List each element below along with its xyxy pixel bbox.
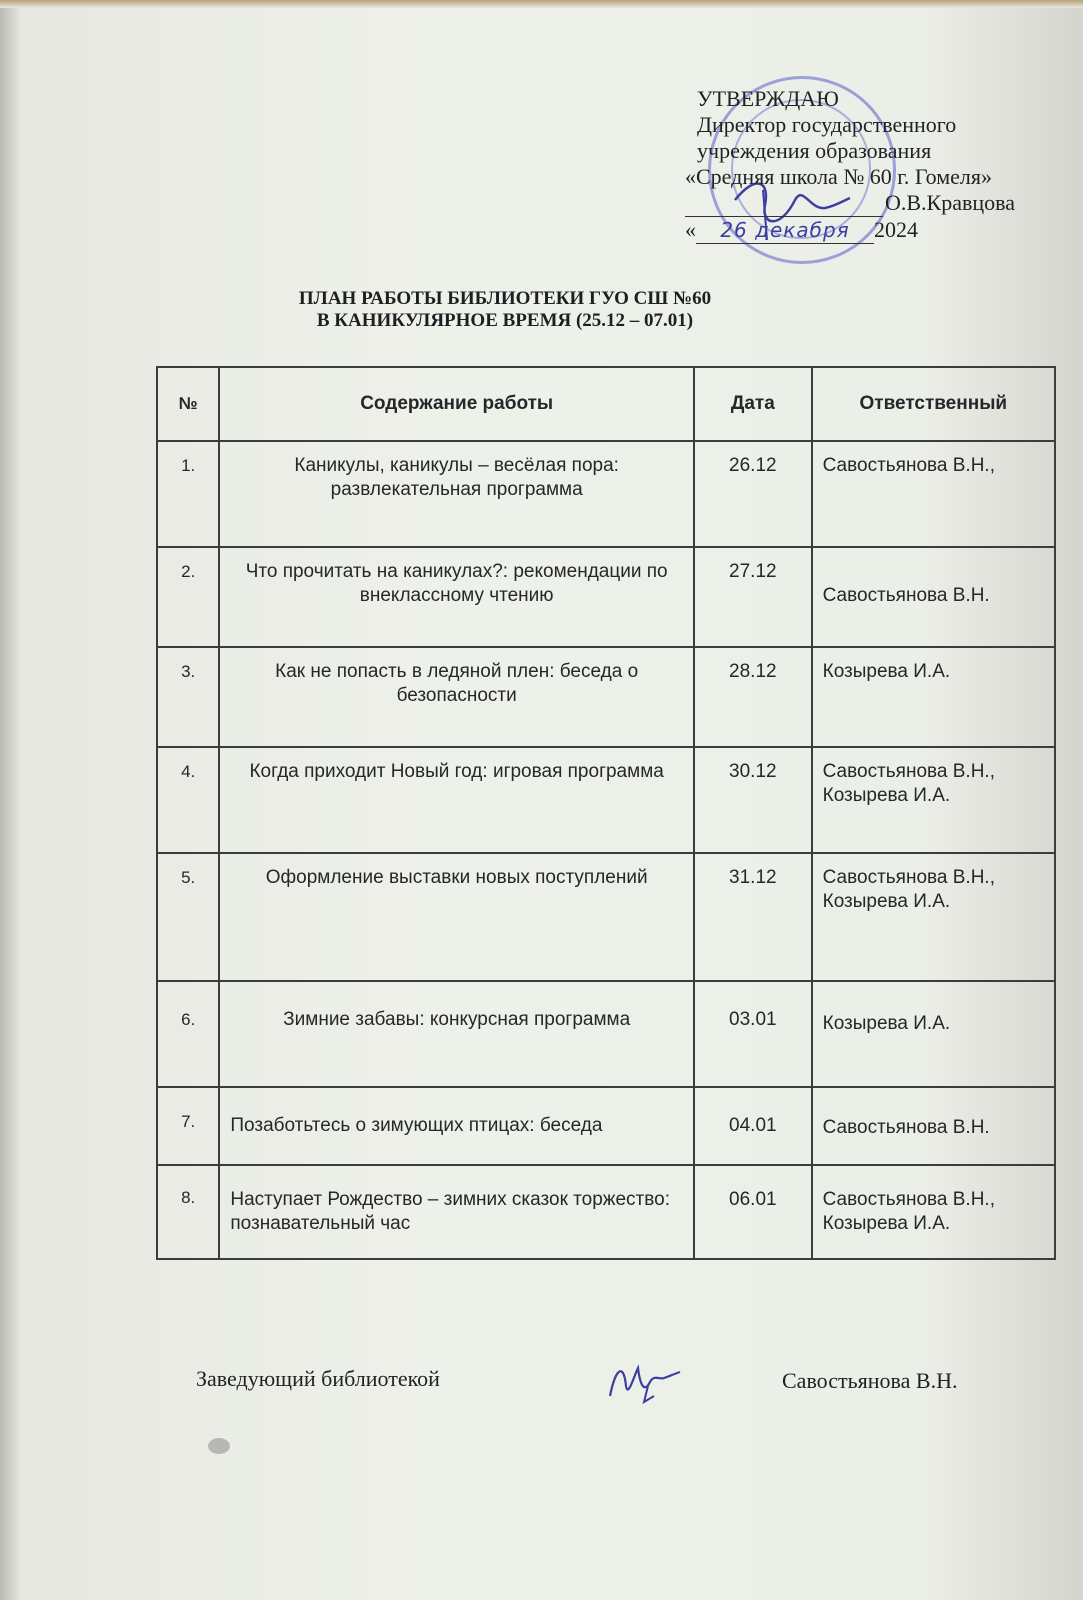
row-date: 27.12 xyxy=(694,547,812,647)
approval-signatory: О.В.Кравцова xyxy=(885,190,1016,215)
row-responsible xyxy=(812,747,1055,853)
row-responsible xyxy=(812,853,1055,981)
approval-line-3: «Средняя школа № 60 г. Гомеля» xyxy=(685,164,993,189)
footer-name: Савостьянова В.Н. xyxy=(782,1368,958,1393)
row-date: 26.12 xyxy=(694,441,812,547)
row-content: Позаботьтесь о зимующих птицах: беседа xyxy=(219,1087,694,1165)
date-line xyxy=(696,217,874,244)
row-num: 4. xyxy=(157,747,219,853)
row-date: 31.12 xyxy=(694,853,812,981)
row-num: 2. xyxy=(157,547,219,647)
responsible-name: Козырева И.А. xyxy=(822,1013,951,1034)
title-line-1: ПЛАН РАБОТЫ БИБЛИОТЕКИ ГУО СШ №60 xyxy=(298,288,712,309)
approval-heading: УТВЕРЖДАЮ xyxy=(697,86,839,111)
responsible-name: Савостьянова В.Н. xyxy=(822,1117,990,1138)
row-content: Как не попасть в ледяной плен: беседа о безопасности xyxy=(219,647,694,747)
date-year: 2024 xyxy=(874,217,918,242)
librarian-signature xyxy=(604,1356,684,1406)
row-content: Наступает Рождество – зимних сказок торжество: познавательный час xyxy=(219,1165,694,1259)
header-num: № xyxy=(157,367,219,441)
approval-line-2: учреждения образования xyxy=(697,138,932,163)
responsible-name: Савостьянова В.Н., xyxy=(822,761,995,782)
row-content: Каникулы, каникулы – весёлая пора: развлекательная программа xyxy=(219,441,694,547)
row-date: 28.12 xyxy=(694,647,812,747)
responsible-name: Савостьянова В.Н., xyxy=(822,867,995,888)
row-date: 04.01 xyxy=(694,1087,812,1165)
table-row xyxy=(157,1165,1055,1259)
header-responsible: Ответственный xyxy=(812,367,1055,441)
responsible-name: Козырева И.А. xyxy=(822,891,951,912)
row-num: 6. xyxy=(157,981,219,1087)
row-responsible xyxy=(812,547,1055,647)
row-content: Что прочитать на каникулах?: рекомендации по внеклассному чтению xyxy=(219,547,694,647)
row-responsible xyxy=(812,441,1055,547)
table-row xyxy=(157,1087,1055,1165)
table-header-row xyxy=(157,367,1055,441)
table-row xyxy=(157,441,1055,547)
row-responsible xyxy=(812,647,1055,747)
table-row xyxy=(157,647,1055,747)
table-row xyxy=(157,547,1055,647)
row-num: 1. xyxy=(157,441,219,547)
row-num: 5. xyxy=(157,853,219,981)
approval-line-1: Директор государственного xyxy=(697,112,957,137)
row-date: 30.12 xyxy=(694,747,812,853)
responsible-name: Козырева И.А. xyxy=(822,785,951,806)
row-num: 7. xyxy=(157,1087,219,1165)
paper-smudge xyxy=(208,1438,230,1454)
row-responsible xyxy=(812,1087,1055,1165)
table-row xyxy=(157,747,1055,853)
responsible-name: Козырева И.А. xyxy=(822,661,951,682)
document-title xyxy=(150,288,860,332)
work-plan-table xyxy=(156,366,1056,1260)
title-line-2: В КАНИКУЛЯРНОЕ ВРЕМЯ (25.12 – 07.01) xyxy=(316,310,694,331)
signature-line xyxy=(685,190,883,217)
date-open-quote: « xyxy=(685,217,696,242)
paper-top-edge xyxy=(0,0,1083,8)
table-row xyxy=(157,853,1055,981)
row-date: 03.01 xyxy=(694,981,812,1087)
row-num: 3. xyxy=(157,647,219,747)
row-content: Оформление выставки новых поступлений xyxy=(219,853,694,981)
responsible-name: Савостьянова В.Н., xyxy=(822,1189,995,1210)
header-content: Содержание работы xyxy=(219,367,694,441)
responsible-name: Савостьянова В.Н. xyxy=(822,585,990,606)
responsible-name: Савостьянова В.Н., xyxy=(822,455,995,476)
row-content: Когда приходит Новый год: игровая программа xyxy=(219,747,694,853)
table-row xyxy=(157,981,1055,1087)
footer-role: Заведующий библиотекой xyxy=(196,1366,440,1391)
handwritten-date: 26 декабря xyxy=(720,218,850,242)
responsible-name: Козырева И.А. xyxy=(822,1213,951,1234)
header-date: Дата xyxy=(694,367,812,441)
approval-block xyxy=(685,86,1077,244)
row-responsible xyxy=(812,981,1055,1087)
row-content: Зимние забавы: конкурсная программа xyxy=(219,981,694,1087)
row-responsible xyxy=(812,1165,1055,1259)
row-num: 8. xyxy=(157,1165,219,1259)
row-date: 06.01 xyxy=(694,1165,812,1259)
